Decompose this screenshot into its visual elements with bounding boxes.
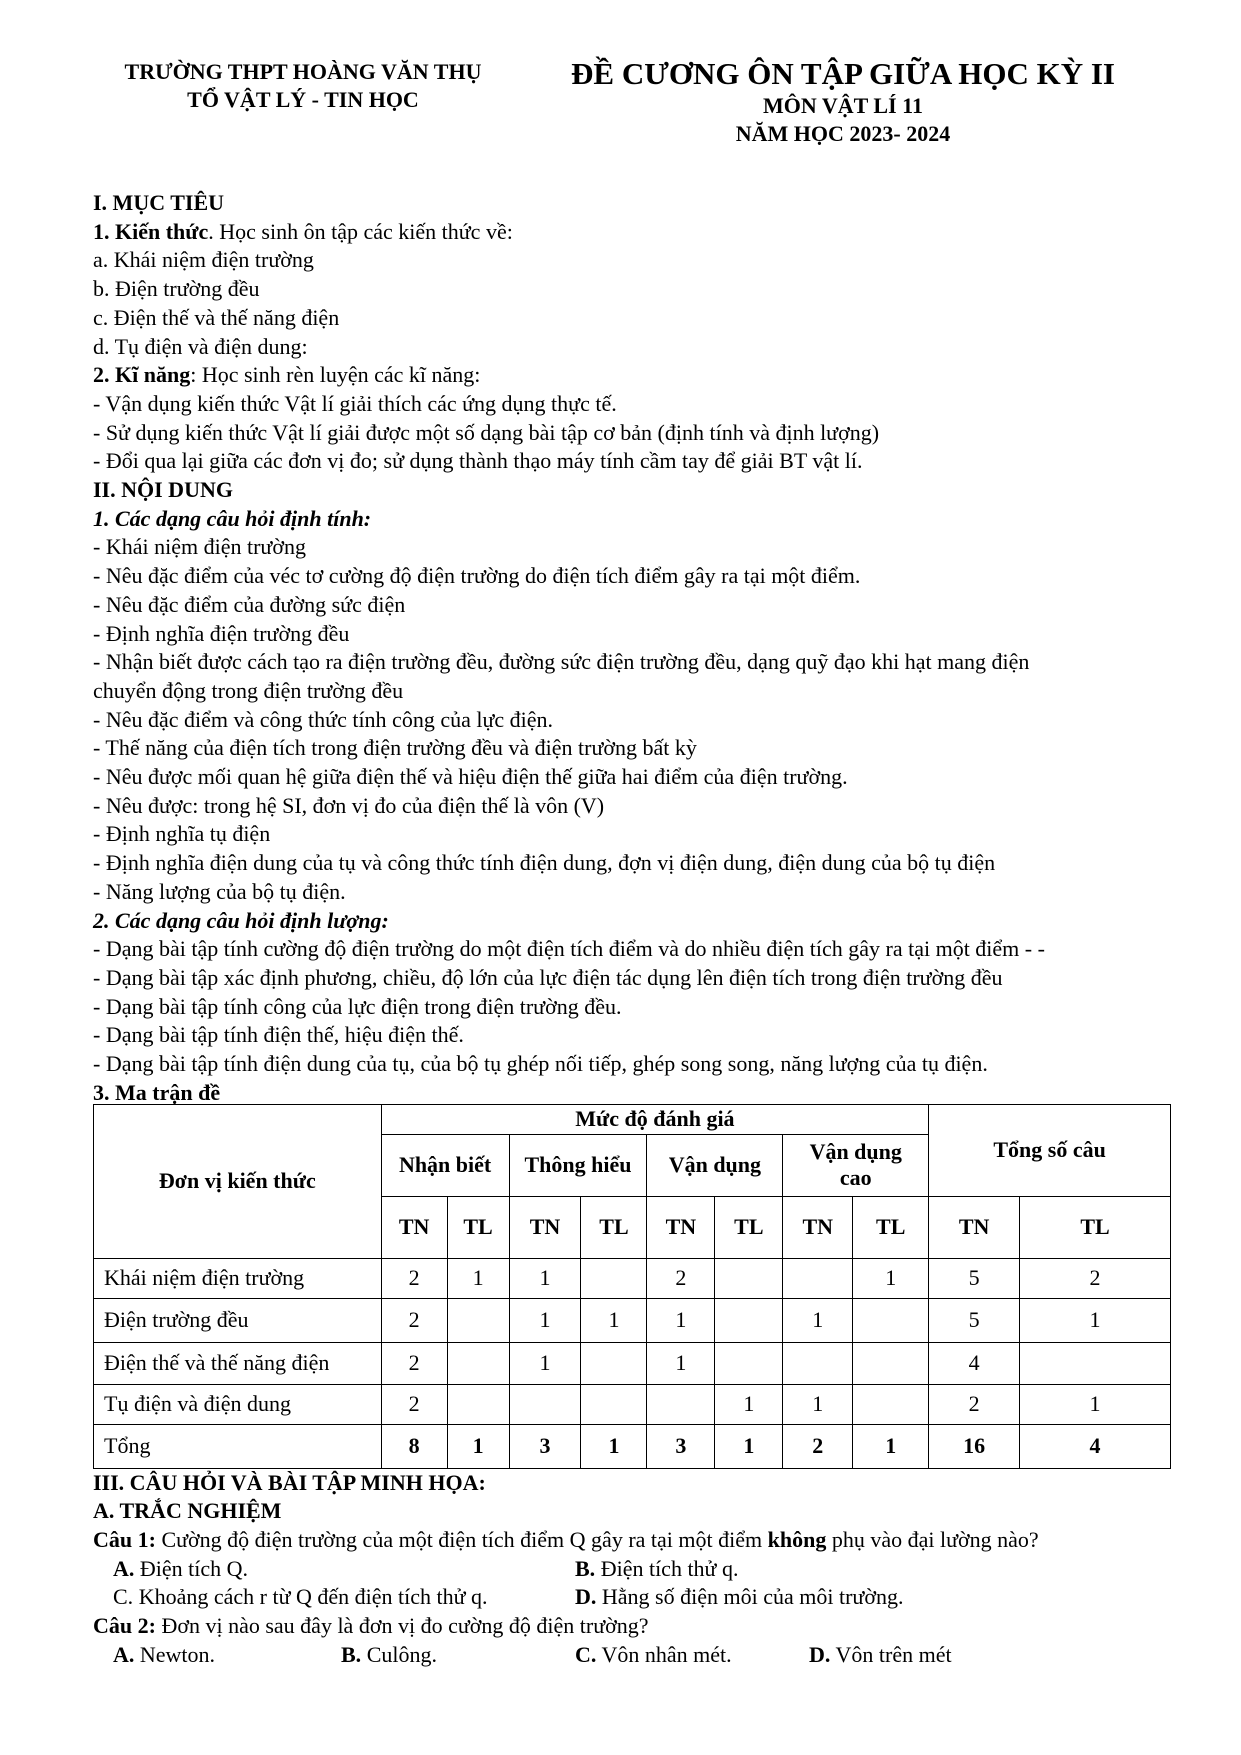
table-cell — [509, 1384, 581, 1424]
list-item: - Đổi qua lại giữa các đơn vị đo; sử dụng thành thạo máy tính cầm tay để giải BT vật lí. — [93, 448, 863, 474]
question-1-options-row-2 — [93, 1583, 1183, 1612]
sub-header-cell: TN — [783, 1196, 853, 1258]
option — [809, 1641, 952, 1670]
total-cell: 1 — [447, 1424, 509, 1468]
table-cell: 1 — [1020, 1298, 1171, 1342]
total-cell: 4 — [1020, 1424, 1171, 1468]
row-label: Điện trường đều — [94, 1298, 382, 1342]
list-item: - Sử dụng kiến thức Vật lí giải được một số dạng bài tập cơ bản (định tính và định lượng) — [93, 419, 880, 445]
table-cell — [783, 1342, 853, 1384]
subsection-heading: 1. Các dạng câu hỏi định tính: — [93, 505, 372, 531]
list-item: - Vận dụng kiến thức Vật lí giải thích các ứng dụng thực tế. — [93, 390, 617, 416]
row-label: Tụ điện và điện dung — [94, 1384, 382, 1424]
table-cell: 1 — [647, 1342, 715, 1384]
total-cell: 3 — [509, 1424, 581, 1468]
option-text: Culông. — [361, 1641, 437, 1667]
question-1 — [93, 1526, 1183, 1555]
table-cell: 1 — [581, 1298, 647, 1342]
sub-header-cell: TN — [647, 1196, 715, 1258]
table-cell — [715, 1298, 783, 1342]
sub-header-cell: TN — [509, 1196, 581, 1258]
table-cell: 1 — [783, 1384, 853, 1424]
question-text: phụ vào đại lường nào? — [826, 1526, 1039, 1552]
total-cell: 3 — [647, 1424, 715, 1468]
table-cell: 2 — [929, 1384, 1020, 1424]
total-cell: 1 — [715, 1424, 783, 1468]
question-text: Đơn vị nào sau đây là đơn vị đo cường độ điện trường? — [155, 1612, 649, 1638]
list-item: - Nêu đặc điểm của đường sức điện — [93, 591, 406, 617]
sub-header-cell: TL — [853, 1196, 929, 1258]
table-cell: 1 — [509, 1342, 581, 1384]
option-text: Điện tích Q. — [134, 1555, 249, 1581]
option — [575, 1583, 903, 1612]
question-1-options-row-1 — [93, 1555, 1183, 1584]
document-body — [93, 189, 1183, 1669]
school-name: TRƯỜNG THPT HOÀNG VĂN THỤ — [124, 59, 482, 84]
table-cell: 2 — [381, 1298, 447, 1342]
table-row — [94, 1384, 1171, 1424]
sub-header-cell: TL — [715, 1196, 783, 1258]
table-cell — [853, 1384, 929, 1424]
list-item: - Dạng bài tập tính công của lực điện trong điện trường đều. — [93, 993, 622, 1019]
option-letter: A. — [113, 1555, 135, 1581]
table-cell: 2 — [1020, 1258, 1171, 1298]
department-name: TỔ VẬT LÝ - TIN HỌC — [187, 87, 419, 112]
list-item: b. Điện trường đều — [93, 276, 260, 302]
option-text: Vôn nhân mét. — [596, 1641, 732, 1667]
list-item: - Khái niệm điện trường — [93, 534, 306, 560]
option — [113, 1555, 248, 1584]
section-heading: III. CÂU HỎI VÀ BÀI TẬP MINH HỌA: — [93, 1469, 486, 1495]
table-cell: 5 — [929, 1258, 1020, 1298]
option — [341, 1641, 437, 1670]
subject-name: MÔN VẬT LÍ 11 — [763, 93, 923, 118]
list-item: - Định nghĩa tụ điện — [93, 821, 271, 847]
skills-label: 2. Kĩ năng — [93, 362, 191, 388]
total-cell: 8 — [381, 1424, 447, 1468]
question-label: Câu 1: — [93, 1526, 156, 1552]
list-item: d. Tụ điện và điện dung: — [93, 333, 308, 359]
question-2 — [93, 1612, 1183, 1641]
table-cell: 1 — [1020, 1384, 1171, 1424]
document-page — [93, 52, 1183, 1669]
knowledge-line — [93, 218, 1183, 247]
school-year: NĂM HỌC 2023- 2024 — [735, 121, 951, 146]
section-heading: II. NỘI DUNG — [93, 477, 233, 503]
total-cell: 1 — [581, 1424, 647, 1468]
level-apply: Vận dụng — [647, 1134, 783, 1196]
list-item: - Dạng bài tập tính điện thế, hiệu điện thế. — [93, 1022, 464, 1048]
table-cell: 1 — [509, 1298, 581, 1342]
table-cell: 2 — [647, 1258, 715, 1298]
list-item: - Định nghĩa điện dung của tụ và công thức tính điện dung, đợn vị điện dung, điện dung của bộ tụ điện — [93, 850, 996, 876]
option-letter: D. — [809, 1641, 831, 1667]
option-text: Vôn trên mét — [830, 1641, 952, 1667]
list-item: - Thế năng của điện tích trong điện trường đều và điện trường bất kỳ — [93, 735, 697, 761]
table-cell — [853, 1342, 929, 1384]
table-cell — [1020, 1342, 1171, 1384]
header-total: Tổng số câu — [929, 1104, 1171, 1196]
table-cell — [783, 1258, 853, 1298]
document-header — [93, 52, 1183, 157]
list-item: a. Khái niệm điện trường — [93, 247, 314, 273]
table-cell: 2 — [381, 1342, 447, 1384]
table-cell: 1 — [715, 1384, 783, 1424]
option-letter: C. — [113, 1584, 134, 1610]
subsection-heading: A. TRẮC NGHIỆM — [93, 1498, 282, 1524]
table-cell: 5 — [929, 1298, 1020, 1342]
table-cell — [853, 1298, 929, 1342]
table-row — [94, 1342, 1171, 1384]
list-item: c. Điện thế và thế năng điện — [93, 304, 340, 330]
subsection-heading: 3. Ma trận đề — [93, 1079, 221, 1105]
table-cell: 1 — [783, 1298, 853, 1342]
list-item: - Nhận biết được cách tạo ra điện trường đều, đường sức điện trường đều, dạng quỹ đạo khi hạt mang điện — [93, 649, 1030, 675]
row-label: Khái niệm điện trường — [94, 1258, 382, 1298]
table-cell — [447, 1342, 509, 1384]
row-label: Điện thế và thế năng điện — [94, 1342, 382, 1384]
option-text: Điện tích thử q. — [595, 1555, 739, 1581]
table-cell: 1 — [853, 1258, 929, 1298]
section-heading: I. MỤC TIÊU — [93, 190, 225, 215]
option-letter: D. — [575, 1584, 597, 1610]
table-cell: 2 — [381, 1384, 447, 1424]
list-item: - Định nghĩa điện trường đều — [93, 620, 350, 646]
subsection-heading: 2. Các dạng câu hỏi định lượng: — [93, 907, 389, 933]
option-letter: B. — [575, 1555, 596, 1581]
sub-header-cell: TL — [447, 1196, 509, 1258]
sub-header-cell: TL — [581, 1196, 647, 1258]
question-emphasis: không — [767, 1526, 827, 1552]
table-cell — [715, 1342, 783, 1384]
list-item: - Nêu được: trong hệ SI, đơn vị đo của điện thế là vôn (V) — [93, 792, 605, 818]
table-cell — [647, 1384, 715, 1424]
table-cell — [715, 1258, 783, 1298]
option — [575, 1555, 738, 1584]
question-label: Câu 2: — [93, 1612, 156, 1638]
table-cell — [581, 1384, 647, 1424]
table-cell: 1 — [509, 1258, 581, 1298]
list-item: - Dạng bài tập tính cường độ điện trường do một điện tích điểm và do nhiều điện tích gây ra tại một điểm - - — [93, 936, 1045, 962]
total-cell: 1 — [853, 1424, 929, 1468]
total-cell: 2 — [783, 1424, 853, 1468]
header-unit: Đơn vị kiến thức — [94, 1104, 382, 1258]
list-item: - Dạng bài tập xác định phương, chiều, độ lớn của lực điện tác dụng lên điện tích trong điện trường đều — [93, 964, 1003, 990]
table-row — [94, 1298, 1171, 1342]
question-text: Cường độ điện trường của một điện tích điểm Q gây ra tại một điểm — [155, 1526, 768, 1552]
table-total-row — [94, 1424, 1171, 1468]
option — [113, 1583, 488, 1612]
sub-header-cell: TN — [929, 1196, 1020, 1258]
option-letter: A. — [113, 1641, 135, 1667]
table-cell — [447, 1384, 509, 1424]
option — [113, 1641, 215, 1670]
document-title: ĐỀ CƯƠNG ÔN TẬP GIỮA HỌC KỲ II — [571, 56, 1115, 91]
title-block — [523, 56, 1163, 148]
list-item: - Nêu đặc điểm của véc tơ cường độ điện trường do điện tích điểm gây ra tại một điểm. — [93, 563, 861, 589]
sub-header-cell: TN — [381, 1196, 447, 1258]
table-cell: 1 — [647, 1298, 715, 1342]
school-block — [93, 58, 513, 114]
option-letter: C. — [575, 1641, 597, 1667]
table-cell — [581, 1258, 647, 1298]
list-item: - Dạng bài tập tính điện dung của tụ, của bộ tụ ghép nối tiếp, ghép song song, năng lượng của tụ điện. — [93, 1051, 988, 1077]
table-row — [94, 1258, 1171, 1298]
level-apply-high: Vận dụng cao — [783, 1134, 929, 1196]
knowledge-text: . Học sinh ôn tập các kiến thức về: — [208, 218, 513, 244]
option — [575, 1641, 732, 1670]
list-item: - Nêu được mối quan hệ giữa điện thế và hiệu điện thế giữa hai điểm của điện trường. — [93, 764, 848, 790]
table-cell: 4 — [929, 1342, 1020, 1384]
exam-matrix-table — [93, 1104, 1171, 1469]
skills-text: : Học sinh rèn luyện các kĩ năng: — [190, 362, 481, 388]
skills-line — [93, 361, 1183, 390]
table-cell — [447, 1298, 509, 1342]
total-cell: 16 — [929, 1424, 1020, 1468]
table-cell — [581, 1342, 647, 1384]
level-understand: Thông hiểu — [509, 1134, 647, 1196]
level-recognize: Nhận biết — [381, 1134, 509, 1196]
option-letter: B. — [341, 1641, 362, 1667]
row-label: Tổng — [94, 1424, 382, 1468]
option-text: Hằng số điện môi của môi trường. — [596, 1584, 904, 1610]
knowledge-label: 1. Kiến thức — [93, 218, 209, 244]
question-2-options-row — [93, 1641, 1183, 1670]
table-cell: 2 — [381, 1258, 447, 1298]
list-item: - Năng lượng của bộ tụ điện. — [93, 878, 346, 904]
option-text: Newton. — [134, 1641, 216, 1667]
list-item: - Nêu đặc điểm và công thức tính công của lực điện. — [93, 706, 554, 732]
list-item-continuation: chuyển động trong điện trường đều — [93, 677, 404, 703]
table-header-row — [94, 1104, 1171, 1134]
option-text: Khoảng cách r từ Q đến điện tích thử q. — [133, 1584, 488, 1610]
header-level: Mức độ đánh giá — [381, 1104, 929, 1134]
table-cell: 1 — [447, 1258, 509, 1298]
sub-header-cell: TL — [1020, 1196, 1171, 1258]
